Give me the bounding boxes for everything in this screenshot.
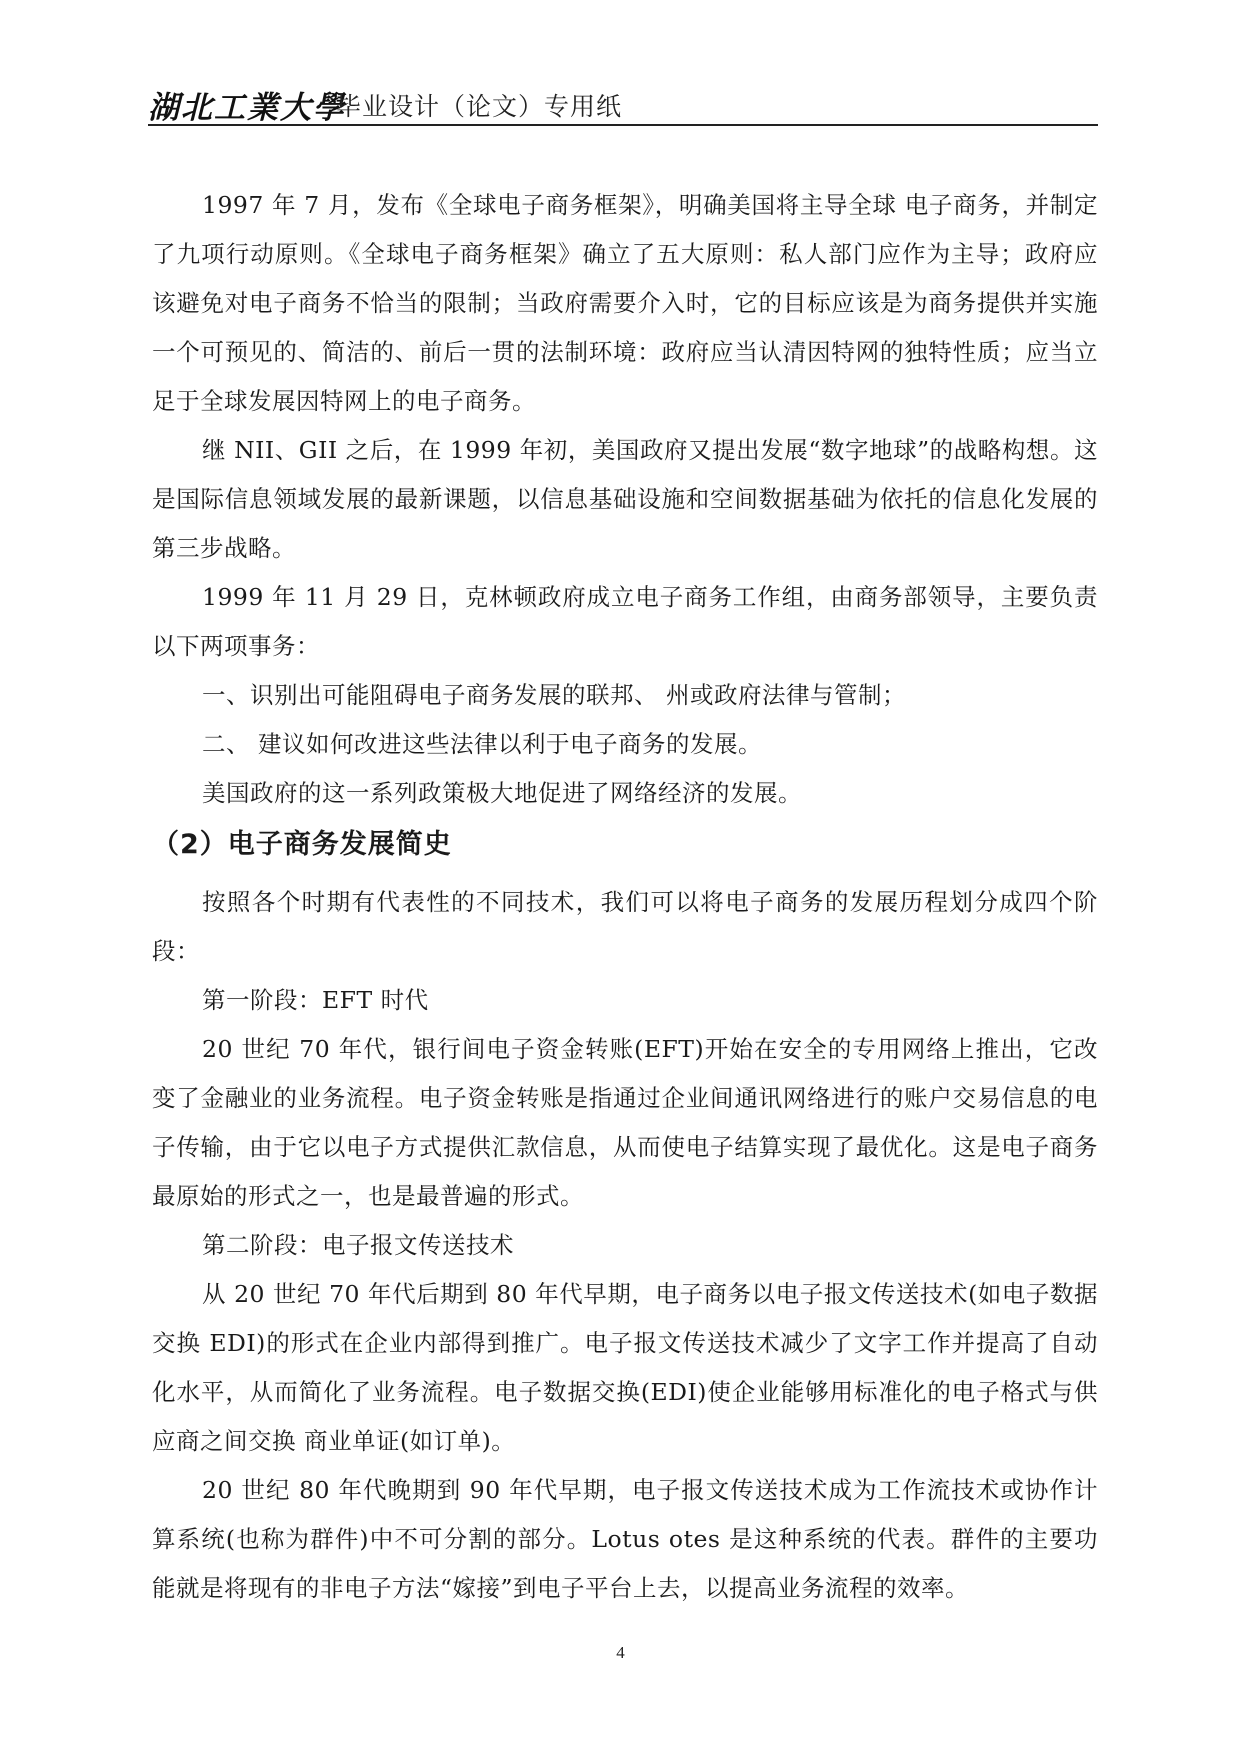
paragraph: 美国政府的这一系列政策极大地促进了网络经济的发展。 [202, 779, 802, 807]
paragraph: 按照各个时期有代表性的不同技术，我们可以将电子商务的发展历程划分成四个阶段： [152, 888, 1098, 965]
document-body [152, 181, 1098, 1613]
list-item: 一、识别出可能阻碍电子商务发展的联邦、 州或政府法律与管制； [202, 681, 906, 709]
page-number: 4 [616, 1643, 625, 1662]
paragraph: 20 世纪 70 年代，银行间电子资金转账(EFT)开始在安全的专用网络上推出，它改变了金融业的业务流程。电子资金转账是指通过企业间通讯网络进行的账户交易信息的电子传输，由于它以电子方式提供汇款信息，从而使电子结算实现了最优化。这是电子商务最原始的形式之一，也是最普遍的形式。 [152, 1035, 1098, 1210]
paragraph: 20 世纪 80 年代晚期到 90 年代早期，电子报文传送技术成为工作流技术或协作计算系统(也称为群件)中不可分割的部分。Lotus otes 是这种系统的代表。群件的主要功能就是将现有的非电子方法“嫁接”到电子平台上去，以提高业务流程的效率。 [152, 1476, 1098, 1602]
university-logo-text: 湖北工業大學 [148, 90, 346, 126]
stage-heading: 第二阶段：电子报文传送技术 [202, 1231, 514, 1259]
header-title: 毕业设计（论文）专用纸 [336, 92, 623, 121]
list-item: 二、 建议如何改进这些法律以利于电子商务的发展。 [202, 730, 762, 758]
page-header [148, 78, 1098, 126]
paragraph: 继 NII、GII 之后，在 1999 年初，美国政府又提出发展“数字地球”的战略构想。这是国际信息领域发展的最新课题，以信息基础设施和空间数据基础为依托的信息化发展的第三步战略。 [152, 436, 1098, 562]
paragraph: 1999 年 11 月 29 日，克林顿政府成立电子商务工作组，由商务部领导，主要负责以下两项事务： [152, 583, 1098, 660]
section-heading: （2）电子商务发展简史 [152, 829, 452, 860]
stage-heading: 第一阶段：EFT 时代 [202, 986, 429, 1014]
paragraph: 1997 年 7 月，发布《全球电子商务框架》，明确美国将主导全球 电子商务，并制定了九项行动原则。《全球电子商务框架》确立了五大原则：私人部门应作为主导；政府应该避免对电子商务不恰当的限制；当政府需要介入时，它的目标应该是为商务提供并实施一个可预见的、简洁的、前后一贯的法制环境：政府应当认清因特网的独特性质；应当立足于全球发展因特网上的电子商务。 [152, 191, 1098, 415]
paragraph: 从 20 世纪 70 年代后期到 80 年代早期，电子商务以电子报文传送技术(如电子数据交换 EDI)的形式在企业内部得到推广。电子报文传送技术减少了文字工作并提高了自动化水平，从而简化了业务流程。电子数据交换(EDI)使企业能够用标准化的电子格式与供应商之间交换 商业单证(如订单)。 [152, 1280, 1098, 1455]
